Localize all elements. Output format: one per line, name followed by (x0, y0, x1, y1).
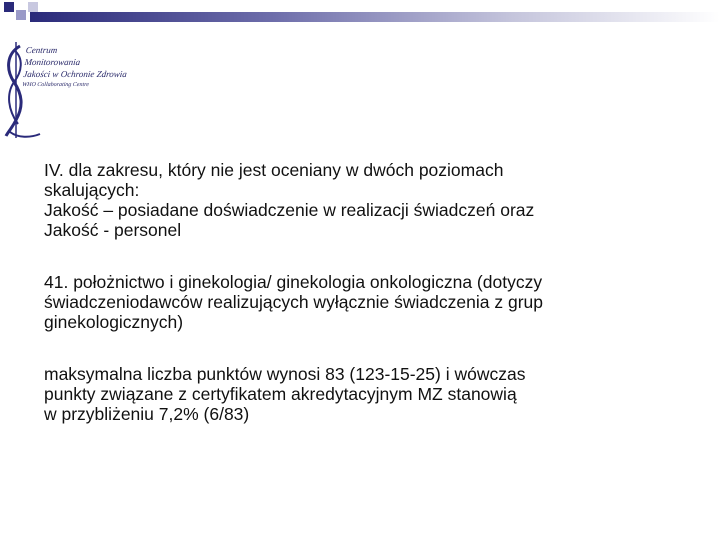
text-line: 41. położnictwo i ginekologia/ ginekologia onkologiczna (dotyczy (44, 272, 543, 292)
paragraph-specialty (44, 272, 684, 332)
header-gradient-band (30, 12, 720, 22)
logo-line: WHO Collaborating Centre (21, 82, 90, 88)
paragraph-points (44, 364, 684, 424)
text-line: IV. dla zakresu, który nie jest oceniany w dwóch poziomach (44, 160, 504, 180)
logo-line: Centrum (25, 45, 58, 55)
organization-logo (0, 40, 128, 140)
text-line: w przybliżeniu 7,2% (6/83) (44, 404, 250, 424)
paragraph-scope (44, 160, 684, 240)
logo-line: Monitorowania (24, 57, 81, 67)
logo-line: Jakości w Ochronie Zdrowia (22, 69, 128, 79)
slide-header-decoration (0, 0, 720, 30)
slide-body (44, 160, 684, 424)
text-line: skalujących: (44, 180, 140, 200)
text-line: świadczeniodawców realizujących wyłącznie świadczenia z grup (44, 292, 543, 312)
text-line: punkty związane z certyfikatem akredytacyjnym MZ stanowią (44, 384, 517, 404)
decor-square (4, 2, 14, 12)
text-line: maksymalna liczba punktów wynosi 83 (123-15-25) i wówczas (44, 364, 526, 384)
decor-square (16, 10, 26, 20)
decor-square (28, 2, 38, 12)
text-line: ginekologicznych) (44, 312, 184, 332)
logo-text (21, 44, 128, 90)
text-line: Jakość - personel (44, 220, 182, 240)
text-line: Jakość – posiadane doświadczenie w realizacji świadczeń oraz (44, 200, 535, 220)
